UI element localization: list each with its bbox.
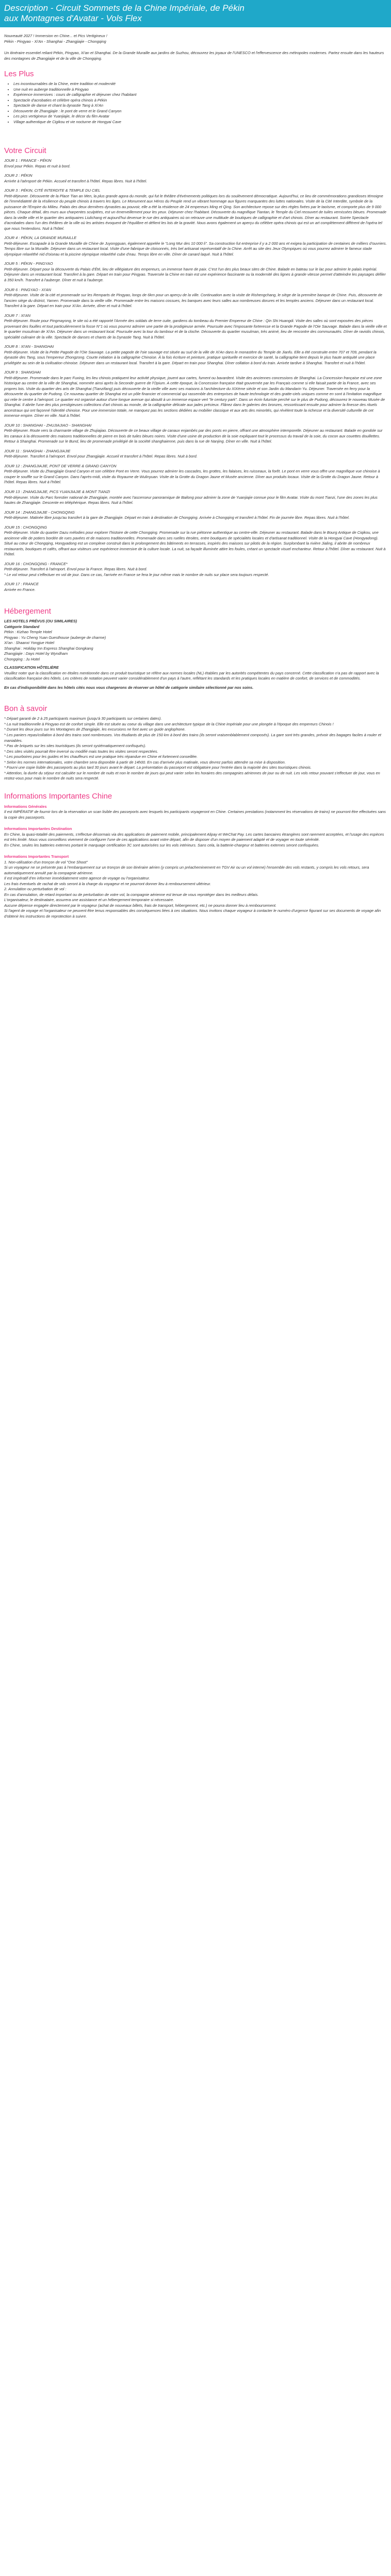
day-block xyxy=(4,562,387,578)
hebergement-heading: Hébergement xyxy=(4,607,51,616)
day-block xyxy=(4,173,387,184)
day-text: Envol pour Pékin. Repas et nuit à bord. xyxy=(4,163,71,168)
info-paragraph: Il est IMPÉRATIF de fournir lors de la réservation un scan lisible des passeports avec lesquels les participants voyageront en Chine. Certaines prestations (notamment les réservations de trains) ne pourront être effectuées sans la copie des passeports. xyxy=(4,809,386,820)
plus-item: • Expérience immersives : cours de calligraphie et déjeuner chez l'habitant xyxy=(13,92,387,98)
day-text: Petit-déjeuner. Transfert à l'aéroport. Envol pour la France. Repas libres. Nuit à bord. * Le vol retour peut s'effectuer en vol de jour. Dans ce cas, l'arrivée en France se fera le jour même mais le nombre de nuits sur place sera toujours respecté. xyxy=(4,567,269,577)
plus-item: • Découverte de Zhangjiajie : le pont de verre et le Grand Canyon xyxy=(13,109,387,114)
day-text: Petit-déjeuner. Route vers la charmante village de Zhujiajiao. Découverte de ce beaux village de canaux enjambés par des ponts en pierre, offrant une atmosphère intemporelle. Déjeuner au restaurant. Balade en gondole sur les canaux à la découverte des maisons traditionnelles de pierre en bois de tuiles bleues noires. Visite d'une usine de production de la soie expliquant tout le processus du travail de la soie, du cocon aux couettes douillettes. Retour à Shanghai. Promenade sur le Bund, lieu de promenade privilégié de la société shanghaienne, puis dans la rue de Nanjing. Dîner en ville. Nuit à l'hôtel. xyxy=(4,428,383,444)
plus-list xyxy=(4,81,387,125)
page xyxy=(0,0,391,943)
hotel-item: Chongqing : Ju Hotel xyxy=(4,656,40,662)
plus-item: • Spectacle d'acrobaties et célèbre opéra chinois à Pékin xyxy=(13,98,387,104)
info-paragraph: 1. Non-utilisation d'un tronçon de vol "One Shoot" xyxy=(4,859,88,865)
info-section xyxy=(4,826,387,851)
bonsavoir-item: * Attention, la durée du séjour est calculée sur le nombre de nuits et non le nombre de jours qui peut varier selon les horaires des compagnies aériennes de jour ou de nuit. Les vols retour pouvant s'effectuer de jour, vous en restez-vous pour mais le nombre de nuits sera respecté. xyxy=(4,770,380,781)
day-block xyxy=(4,261,387,283)
day-text: Petit-déjeuner. Découverte de la Place Tian an Men, la plus grande agora du monde, qui fut le théâtre d'événements politiques lors du soulèvement démocratique. Aujourd'hui, ce lieu de commémorations grandioses témoigne de l'immédiateté de la résilience du peuple chinois à travers les âges. Le Monument aux Héros du Peuple rend un vibrant hommage aux figures marquantes des luttes nationales. Visite de la Cité Interdite, symbole de la puissance de l'Empire du Milieu. Palais des deux dernières dynasties au pouvoir, elle a été la résidence de 24 empereurs Ming et Qing. Son architecture repose sur des règles fixées par le taoïsme, et comporte plus de 9 000 pièces. Chaque détail, des murs aux charpentes sculptées, est un émerveillement pour les yeux. Déjeuner chez l'habitant. Découverte du magnifique Tiantan, le Temple du Ciel recouvert de tuiles vernissées bleues. Promenade dans la vieille ville et le quartier des antiquaires Liulichang et aujourd'hui devenue le rue des antiquaires où on retrouve une multitude de boutiques de calligraphie et d'art chinois. Dîner au restaurant. Soirée Spectacle d'acrobaties dans l'un des théâtres de la ville où les artistes évoquent de l'équilibre et défient les lois de la gravité. Nous avons également un aperçu du célèbre opéra chinois qui est un art complètement différent de l'opéra tel que nous l'entendons. Nuit à l'hôtel. xyxy=(4,193,386,231)
day-block xyxy=(4,489,387,506)
infos-heading: Informations Importantes Chine xyxy=(4,791,112,801)
day-title: JOUR 10 : SHANGHAI - ZHUJIAJIAO - SHANGHAI xyxy=(4,422,92,428)
hotel-item: Xi'an : Shaanxi Yongjue Hotel xyxy=(4,640,55,646)
hotel-list xyxy=(4,630,387,662)
infos-sections xyxy=(4,804,387,923)
day-block xyxy=(4,423,387,445)
classification-text: Veuillez noter que la classification en étoiles mentionnée dans ce produit touristique se réfère aux normes locales (NL) établies par les autorités compétentes du pays concerné. Cette classification n'a pas de rapport avec la classification française des hôtels. Les critères de notation peuvent varier considérablement d'un pays à l'autre, reflétant les standards et les pratiques locales en matière de confort, de services et de commodités. xyxy=(4,670,379,681)
info-paragraph: L'organisateur, le destinataire, assurera une assistance et un hébergement temporaire si nécessaire. xyxy=(4,897,174,903)
day-title: JOUR 17 : FRANCE xyxy=(4,582,39,587)
day-title: JOUR 2 : PÉKIN xyxy=(4,173,32,178)
day-text: Arrivée à l'aéroport de Pékin. Accueil et transfert à l'hôtel. Repas libres. Nuit à l'hôtel. xyxy=(4,178,148,183)
day-block xyxy=(4,287,387,309)
day-block xyxy=(4,188,387,231)
route-line: Pékin - Pingyao - Xi'An - Shanghai - Zhangjiajie - Chongqing xyxy=(4,39,106,44)
plus-item: • Une nuit en auberge traditionnelle à Pingyao xyxy=(13,87,387,93)
plus-item: • Les pics vertigineux de Yuanjiajie, le décor du film Avatar xyxy=(13,114,387,120)
day-text: Arrivée en France. xyxy=(4,587,36,592)
bonsavoir-item: * Les paniers repas/collation à bord des trains sont nombreuses. Vos étudiants de plus de 150 km à bord des trains (ils seront vraisemblablement composés). La gare sont très grandes, prévoir des bagages faciles à rouler et maniables. xyxy=(4,732,381,743)
day-text: Petit-déjeuner. Visite du Zhangjiajie Grand Canyon et son célèbre Pont en Verre. Vous pourrez admirer les cascades, les grottes, les falaises, les ruisseaux, la forêt. Le pont en verre vous offre une magnifique vue chinoise à couper le souffle sur le Grand Canyon. Dans l'après-midi, visite du Royaume de Wulinyuan. Visite de la Grotte du Dragon Jaune et Musée ancienne. Dîner aux produits locaux. Visite de la Grotte du Dragon Jaune. Retour à l'hôtel. Repas libres. Nuit à l'hôtel. xyxy=(4,469,380,485)
plus-item: • Spectacle de danse et chant la dynastie Tang à Xi'An xyxy=(13,103,387,109)
info-paragraph: Aucune dépense engagée directement par le voyageur (achat de nouveaux billets, frais de transport, hébergement, etc.) ne pourra donner lieu à remboursement. xyxy=(4,903,276,908)
hotel-item: Pingyao : Yu Cheng Yuan Guesthouse (auberge de charme) xyxy=(4,635,106,640)
day-title: JOUR 13 : ZHANGJIAJIE, PICS YUANJIAJIE & MONT TIANZI xyxy=(4,489,110,494)
day-block xyxy=(4,510,387,521)
day-text: Petit-déjeuner. Promenade dans le parc Fuxing, les lieu chinois pratiquent leur activité physique, jouent aux cartes, fument ou bavardent. Visite des anciennes concessions de Shanghai. La Concession française est une zone historique au centre de la ville de Shanghai, nommée ainsi après la Seconde guerre de l'Opium. A cette époque, la Concession française était gouvernée par les Français comme si elle faisait partie de la France, avec ses propres lois. Visite du quartier des arts de Shanghai (Tianzifang) puis découverte de la vieille ville avec ses maisons à l'architecture du XIXème siècle et son Jardin du Mandarin Yu. Déjeuner. Traversée en ferry pour la découverte du quartier de Pudong. Ce nouveau quartier de Shanghai est un pôle financier et commercial qui rassemble des entreprises de haute technologie et des gratte-ciels uniques comme en sont à l'imitation magnifique qui relie le centre à l'aéroport. Le quartier est organisé autour d'une longue avenue qui aboutit à un immense espace vert "le century park". Dans un écrin futuriste perché sur le plus de Pudong, découvrez le nouveau Musée de Shanghai. Il abrite l'une des plus prestigieuses collections d'art chinois au monde, de la calligraphie délicate aux jades précieux. Flânez dans le galeries des bronzes, ressortissant ensuite pour admirer la finesse des rituels ancestraux qui ont façonné l'identité chinoise. Pour une immersion totale, ne manquez pas les sections dédiées au mobilier classique et aux arts des minorités, qui révèlent toute la richesse et la diversité culturelle de cet immense empire. Dîner en ville. Nuit à l'hôtel. xyxy=(4,375,385,418)
circuit-heading: Votre Circuit xyxy=(4,146,46,156)
bonsavoir-heading: Bon à savoir xyxy=(4,704,47,714)
day-block xyxy=(4,235,387,257)
category-title: Catégorie Standard xyxy=(4,624,40,629)
info-paragraph: 2. Annulation ou perturbation de vol : xyxy=(4,887,67,892)
bonsavoir-item: * Les pourboires pour les guides et les chauffeurs est une pratique très répandue en Chine et fortement conseillée. xyxy=(4,754,198,759)
day-title: JOUR 16 : CHONGQING - FRANCE* xyxy=(4,561,68,566)
day-block xyxy=(4,313,387,341)
day-title: JOUR 7 : XI'AN xyxy=(4,313,31,318)
description-content xyxy=(0,27,391,943)
day-title: JOUR 3 : PÉKIN, CITÉ INTERDITE & TEMPLE DU CIEL xyxy=(4,188,101,193)
info-paragraph: Les frais éventuels de rachat de vols seront à la charge du voyageur et ne pourront donner lieu à remboursement ultérieur. xyxy=(4,881,211,886)
hotel-item: Zhangjiajie : Days Hotel by Wyndham xyxy=(4,651,68,656)
info-paragraph: Si l'agent de voyage et l'organisateur ne peuvent être tenus responsables des conséquences liées à ces situations. Nous invitons chaque voyageur à contacter le numéro d'urgence figurant sur ses documents de voyage afin d'obtenir les instructions de reprotection à suivre. xyxy=(4,908,381,919)
day-block xyxy=(4,370,387,419)
info-section-title: Informations Importantes Destination xyxy=(4,826,72,832)
info-section-title: Informations Importantes Transport xyxy=(4,854,69,859)
title-banner xyxy=(0,0,391,27)
day-text: Petit-déjeuner. Départ pour la découverte du Palais d'Été, lieu de villégiature des empereurs, un immense havre de paix. C'est l'un des plus beaux sites de Chine. Balade en bateau sur le lac pour admirer le palais impérial. Déjeuner dans un restaurant local. Transfert à la gare. Départ en train pour Pingyao. Traversée la Chine en train est une expérience fascinante ou la modernité des lignes à grande vitesse permet d'atteindre les paysages défiler à 350 km/h. Transfert à l'auberge. Dîner et nuit à l'auberge. xyxy=(4,266,386,282)
bonsavoir-item: * La nuit traditionnelle à Pingyao est de confort simple. Elle est située au coeur du village dans une architecture typique de la Chine impériale pour une plongée à l'époque des empereurs Chinois ! xyxy=(4,721,334,726)
day-block xyxy=(4,449,387,460)
bonsavoir-item: * Selon les normes internationales, votre chambre sera disponible à partir de 14h00. En cas d'arrivée plus matinale, vous devrez parfois attendre sa mise à disposition. xyxy=(4,759,286,765)
day-text: Petit-déjeuner. Transfert à l'aéroport. Envol pour Zhangjiajie. Accueil et transfert à l'hôtel. Repas libres. Nuit à bord. xyxy=(4,454,198,459)
info-section xyxy=(4,804,387,824)
day-title: JOUR 8 : XI'AN - SHANGHAI xyxy=(4,344,54,349)
day-block xyxy=(4,525,387,557)
info-paragraph: En cas d'annulation, de retard important ou de perturbation de votre vol, la compagnie aérienne est tenue de vous reprotéger dans les meilleurs délais. xyxy=(4,892,259,897)
day-title: JOUR 1 : FRANCE - PÉKIN xyxy=(4,158,52,163)
bonsavoir-item: * Pas de briquets sur les sites touristiques (ils seront systématiquement confisqués). xyxy=(4,743,146,749)
day-block xyxy=(4,344,387,366)
day-title: JOUR 12 : ZHANGJIAJIE, PONT DE VERRE & GRAND CANYON xyxy=(4,463,117,468)
intro-paragraph: Un itinéraire essentiel reliant Pékin, Pingyao, Xi'an et Shanghai. De la Grande Muraille aux jardins de Suzhou, découvrez les joyaux de l'UNESCO et l'effervescence des métropoles modernes. Partez ensuite dans les hauteurs des montagnes de Zhangjiajie et de la ville de Chongqing. xyxy=(4,50,384,61)
info-paragraph: En Chine, la quasi-totalité des paiements, s'effectue désormais via des applications de paiement mobile, principalement Alipay et WeChat Pay. Les cartes bancaires étrangères sont rarement acceptées, et l'usage des espèces est très limité. Nous vous conseillons vivement de configurer l'une de ces applications avant votre départ, afin de disposer d'un moyen de paiement adapté et de voyager en toute sérénité. xyxy=(4,832,384,842)
day-title: JOUR 6 : PINGYAO - XI'AN xyxy=(4,287,51,292)
bonsavoir-item: * Durant les deux jours sur les Montagnes de Zhangjiajie, les excursions ne font avec un guide anglophone. xyxy=(4,727,186,732)
hotel-note: En cas d'indisponibilité dans les hôtels cités nous vous chargerons de réserver un hôtel de catégorie similaire sélectionné par nos soins. xyxy=(4,685,254,690)
day-title: JOUR 11 : SHANGHAI - ZHANGJIAJIE xyxy=(4,448,71,453)
plus-item: • Les incontournables de la Chine, entre tradition et modernité xyxy=(13,81,387,87)
bonsavoir-item: * Des sites visités pourrait être inversé ou modifié mais toutes les visites seront respectées. xyxy=(4,749,158,754)
bonsavoir-item: * Départ garanti de 2 à 25 participants maximum (jusqu'à 30 participants sur certaines dates). xyxy=(4,716,162,721)
day-text: Petit-déjeuner. Route pour Pingmayong, le site où a été rapporté l'Armée des soldats de terre cuite, gardiens du tombeau du Premier Empereur de Chine : Qin Shi Huangdi. Visite des salles où sont exposées des pièces provenant des fouilles et tout particulièrement la fosse N°1 où vous pourrez admirer une partie de la prodigieuse armée. Poursuite avec l'imposante forteresse et la Grande Pagode de l'Oie Sauvage. Balade dans la vieille ville et le quartier musulman de Xi'An. Déjeuner dans un restaurant local. Poursuite avec la tour du tambour et de la cloche. Découverte du quartier musulman, très animé, lieu de rencontre des communautés. Dîner de raviolis chinois, spécialité culinaire de la ville. Spectacle de danses et chants de la Dynastie Tang. Nuit à l'hôtel. xyxy=(4,318,387,340)
day-block xyxy=(4,158,387,169)
day-text: Petit-déjeuner. Visite du Parc forestier national de Zhangjiajie, montée avec l'ascenseur panoramique de Bailong pour admirer la zone de Yuanjiajie connue pour le film Avatar. Visite du mont Tianzi, l'une des zones les plus hautes de Zhangjiajie. Descente en téléphérique. Repas libres. Nuit à l'hôtel. xyxy=(4,495,378,505)
day-block xyxy=(4,464,387,485)
info-section xyxy=(4,854,387,922)
day-title: JOUR 5 : PÉKIN - PINGYAO xyxy=(4,261,53,266)
hotels-title: LES HOTELS PRÉVUS (OU SIMILAIRES) xyxy=(4,619,77,624)
classification-title: CLASSIFICATION HÔTELIÈRE xyxy=(4,665,59,670)
day-text: Petit-déjeuner. Escapade à la Grande Muraille de Chine de Juyongguan, également appelée le "Long Mur des 10 000 li". Sa construction fut entreprise il y a 2 000 ans et exigea la participation de centaines de milliers d'ouvriers. Temps libre sur la Muraille. Déjeuner dans un restaurant local. Visite d'une fabrique de cloisonnés, très bel artisanat représentatif de la Chine. Arrêt au site des Jeux Olympiques où vous pourrez admirer le fameux stade olympique relaxéthé nid d'oiseau et la piscine olympique relaxéthé cube d'eau. Temps libre en ville. Dîner de canard laqué. Nuit à l'hôtel. xyxy=(4,241,387,257)
bonsavoir-list xyxy=(4,716,387,781)
page-title: Description - Circuit Sommets de la Chine Impériale, de Pékin aux Montagnes d'Avatar - Vols Flex xyxy=(4,3,245,23)
day-text: Petit-déjeuner. Visite du quartier Dazu mélodies pour explorer l'histoire de cette Chongqing. Promenade sur la rue piétonne authentique au centre-ville. Déjeuner au restaurant. Balade dans le Bourg Antique de Ciqikou, une ancienne ville de potiers bordée de rues pavées et de maisons traditionnelles. Promenade dans ses ruelles étroites, entre boutiques de spécialités locales et d'artisanat traditionnel. Visite de la Hongyai Cave (Hongyadong). Situé au cœur de Chongqing, Hongyadong est un complexe construit dans le prolongement des bâtiments en terrasses, inspirés des maisons sur pilotis de la région. Surplombant la rivière Jialing, il abrite de nombreux restaurants, boutiques et cafés, offrant aux visiteurs une expérience immersive de la culture locale. La nuit, sa façade illuminée attire les foules, créant un spectacle visuel enchanteur. Retour à l'hôtel. Dîner au restaurant. Nuit à l'hôtel. xyxy=(4,530,386,557)
day-text: Petit-déjeuner. Matinée libre jusqu'au transfert à la gare de Zhangjiajie. Départ en train à destination de Chongqing. Arrivée à Chongqing et transfert à l'hôtel. Fin de journée libre. Repas libres. Nuit à l'hôtel. xyxy=(4,515,350,520)
day-title: JOUR 14 : ZHANGJIAJIE - CHONGQING xyxy=(4,510,75,515)
hotel-item: Shanghai : Holiday Inn Express Shanghai Gongkang xyxy=(4,646,93,651)
info-paragraph: Il est impératif d'en informer immédiatement votre agence de voyage ou l'organisateur. xyxy=(4,876,150,881)
plus-item: • Village authentique de Cigikou et vie nocturne de Hongyai Cave xyxy=(13,120,387,125)
day-text: Petit-déjeuner. Visite de la Petite Pagode de l'Oie Sauvage. La petite pagode de l'oie sauvage est située au sud de la ville de Xi'An dans le monastère du Temple de Jianfu. Elle a été construite entre 707 et 709, pendant la dynastie des Tang, sous l'empereur Zhongzong. Courte initiation à la calligraphie Chinoise. À la fois écriture et peinture, pratique spirituelle et exercice de santé, la calligraphie tient depuis le plus haute antiquité une place privilégiée au sein de la civilisation chinoise. Déjeuner dans un restaurant local. Transfert à la gare. Départ en train pour Shanghai. Dîner collation à bord du train. Arrivée tardive à Shanghai. Transfert et nuit à l'hôtel. xyxy=(4,349,377,365)
info-paragraph: Si un voyageur ne se présente pas à l'embarquement sur un tronçon de son itinéraire aérien (y compris un préacheminement en TGV Air ou un vol interne) l'ensemble des vols restants, y compris les vols retours, sera automatiquement annulé par la compagnie aérienne. xyxy=(4,865,369,875)
circuit-days xyxy=(4,158,387,592)
day-title: JOUR 15 : CHONGQING xyxy=(4,524,47,530)
novelty-line: Nouveauté 2027 ! Immersion en Chine... et Pics Vertigineux ! xyxy=(4,33,107,38)
info-paragraph: En Chine, seules les batteries externes portant le marquage certification 3C sont autorisées sur les vols intérieurs. Sans cela, la batterie-chargeur et batteries externes seront confisquées. xyxy=(4,842,319,848)
day-text: Petit-déjeuner. Visite de la cité et promenade sur les Remparts de Pingyao, longs de 6km pour un aperçu de la ville. Continuation avec la visite de Rishengchang, le siège de la première banque de Chine. Puis, découverte de l'ancien siège du district, Yamen. Promenade dans la vieille ville. Promenade entre les maisons cossues, les banques avec leurs salles aux nombreuses dorures et les temples anciens. Déjeuner dans un restaurant local. Transfert à la gare. Départ en train pour Xi'An. Arrivée, dîner et nuit à l'hôtel. xyxy=(4,293,382,309)
day-title: JOUR 9 : SHANGHAI xyxy=(4,370,41,375)
hotel-item: Pékin : Kizhao Temple Hotel xyxy=(4,630,52,635)
day-title: JOUR 4 : PÉKIN, LA GRANDE MURAILLE xyxy=(4,235,77,241)
info-section-title: Informations Générales xyxy=(4,804,47,809)
bonsavoir-item: * Fourni une copie lisible des passeports au plus tard 30 jours avant le départ. La présentation du passeport est obligatoire pour l'entrée dans la majorité des sites touristiques chinois. xyxy=(4,765,312,770)
day-block xyxy=(4,582,387,592)
plus-heading: Les Plus xyxy=(4,70,34,79)
